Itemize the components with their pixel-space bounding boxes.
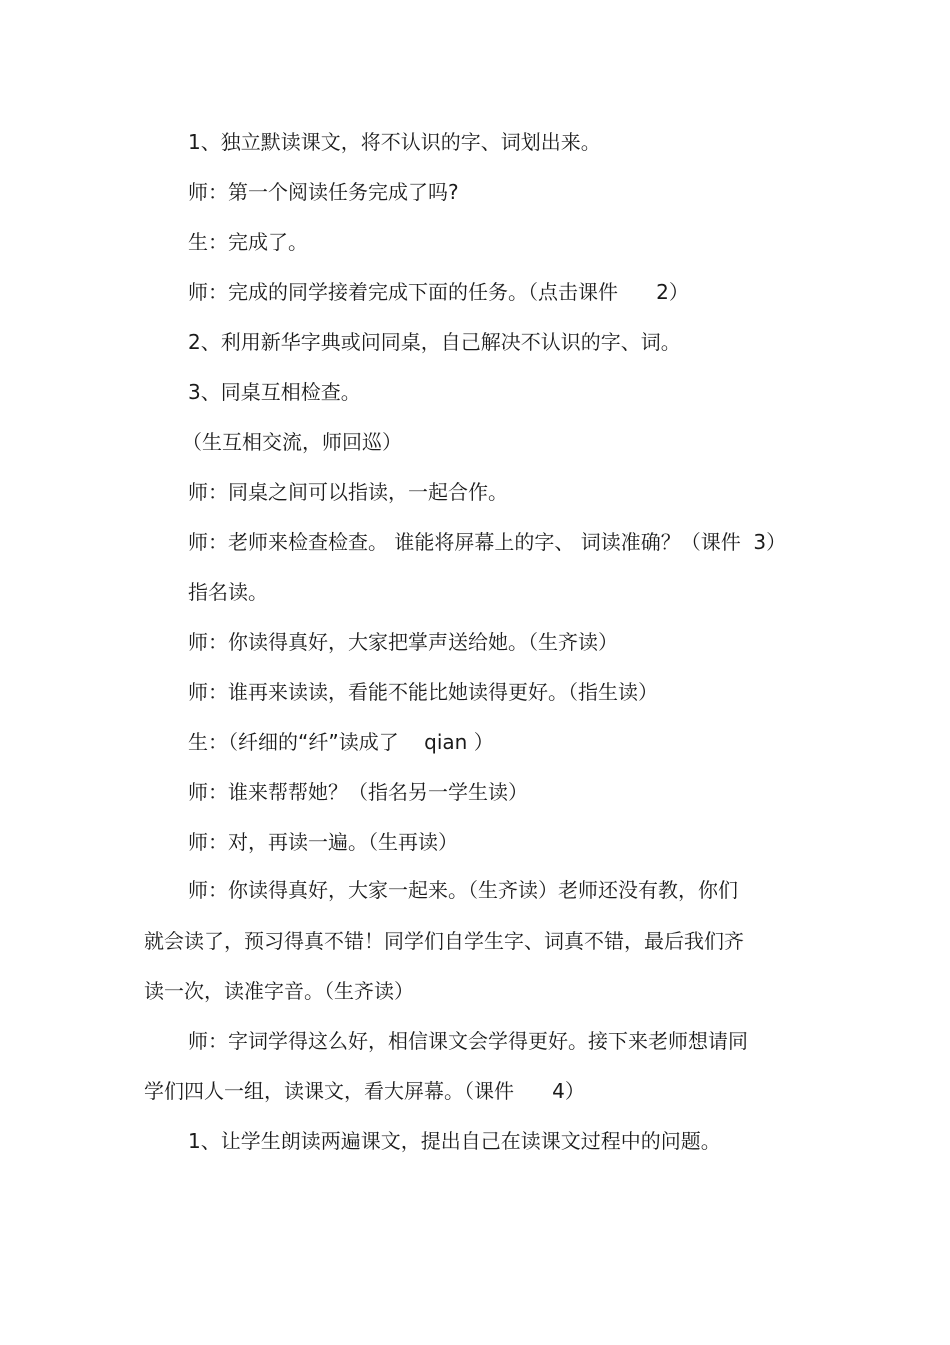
text-line: 师：同桌之间可以指读，一起合作。 (188, 480, 508, 504)
text-line: 学们四人一组，读课文，看大屏幕。（课件 4） (144, 1079, 585, 1103)
text-line: 师：谁再来读读，看能不能比她读得更好。（指生读） (188, 680, 658, 704)
text-line: 师：谁来帮帮她？（指名另一学生读） (188, 780, 528, 804)
text-line: 师：老师来检查检查。 谁能将屏幕上的字、 词读准确？（课件 3） (188, 530, 787, 554)
text-line: 师：对，再读一遍。（生再读） (188, 830, 458, 854)
text-line: 2、利用新华字典或问同桌，自己解决不认识的字、词。 (188, 330, 681, 354)
text-line: 生：（纤细的“纤”读成了 qian ） (188, 730, 494, 754)
text-line: 师：你读得真好，大家一起来。（生齐读）老师还没有教，你们 (188, 878, 738, 902)
text-line: 1、让学生朗读两遍课文，提出自己在读课文过程中的问题。 (188, 1129, 721, 1153)
text-line: 师：字词学得这么好，相信课文会学得更好。接下来老师想请同 (188, 1029, 748, 1053)
text-line: 指名读。 (188, 580, 268, 604)
text-line: 师：你读得真好，大家把掌声送给她。（生齐读） (188, 630, 618, 654)
text-line: 读一次，读准字音。（生齐读） (144, 979, 414, 1003)
text-line: 1、独立默读课文，将不认识的字、词划出来。 (188, 130, 601, 154)
text-line: 师：第一个阅读任务完成了吗? (188, 180, 459, 204)
text-line: （生互相交流，师回巡） (182, 430, 402, 454)
text-line: 生：完成了。 (188, 230, 308, 254)
text-line: 师：完成的同学接着完成下面的任务。（点击课件 2） (188, 280, 689, 304)
text-line: 就会读了，预习得真不错！同学们自学生字、词真不错，最后我们齐 (144, 929, 744, 953)
text-line: 3、同桌互相检查。 (188, 380, 361, 404)
